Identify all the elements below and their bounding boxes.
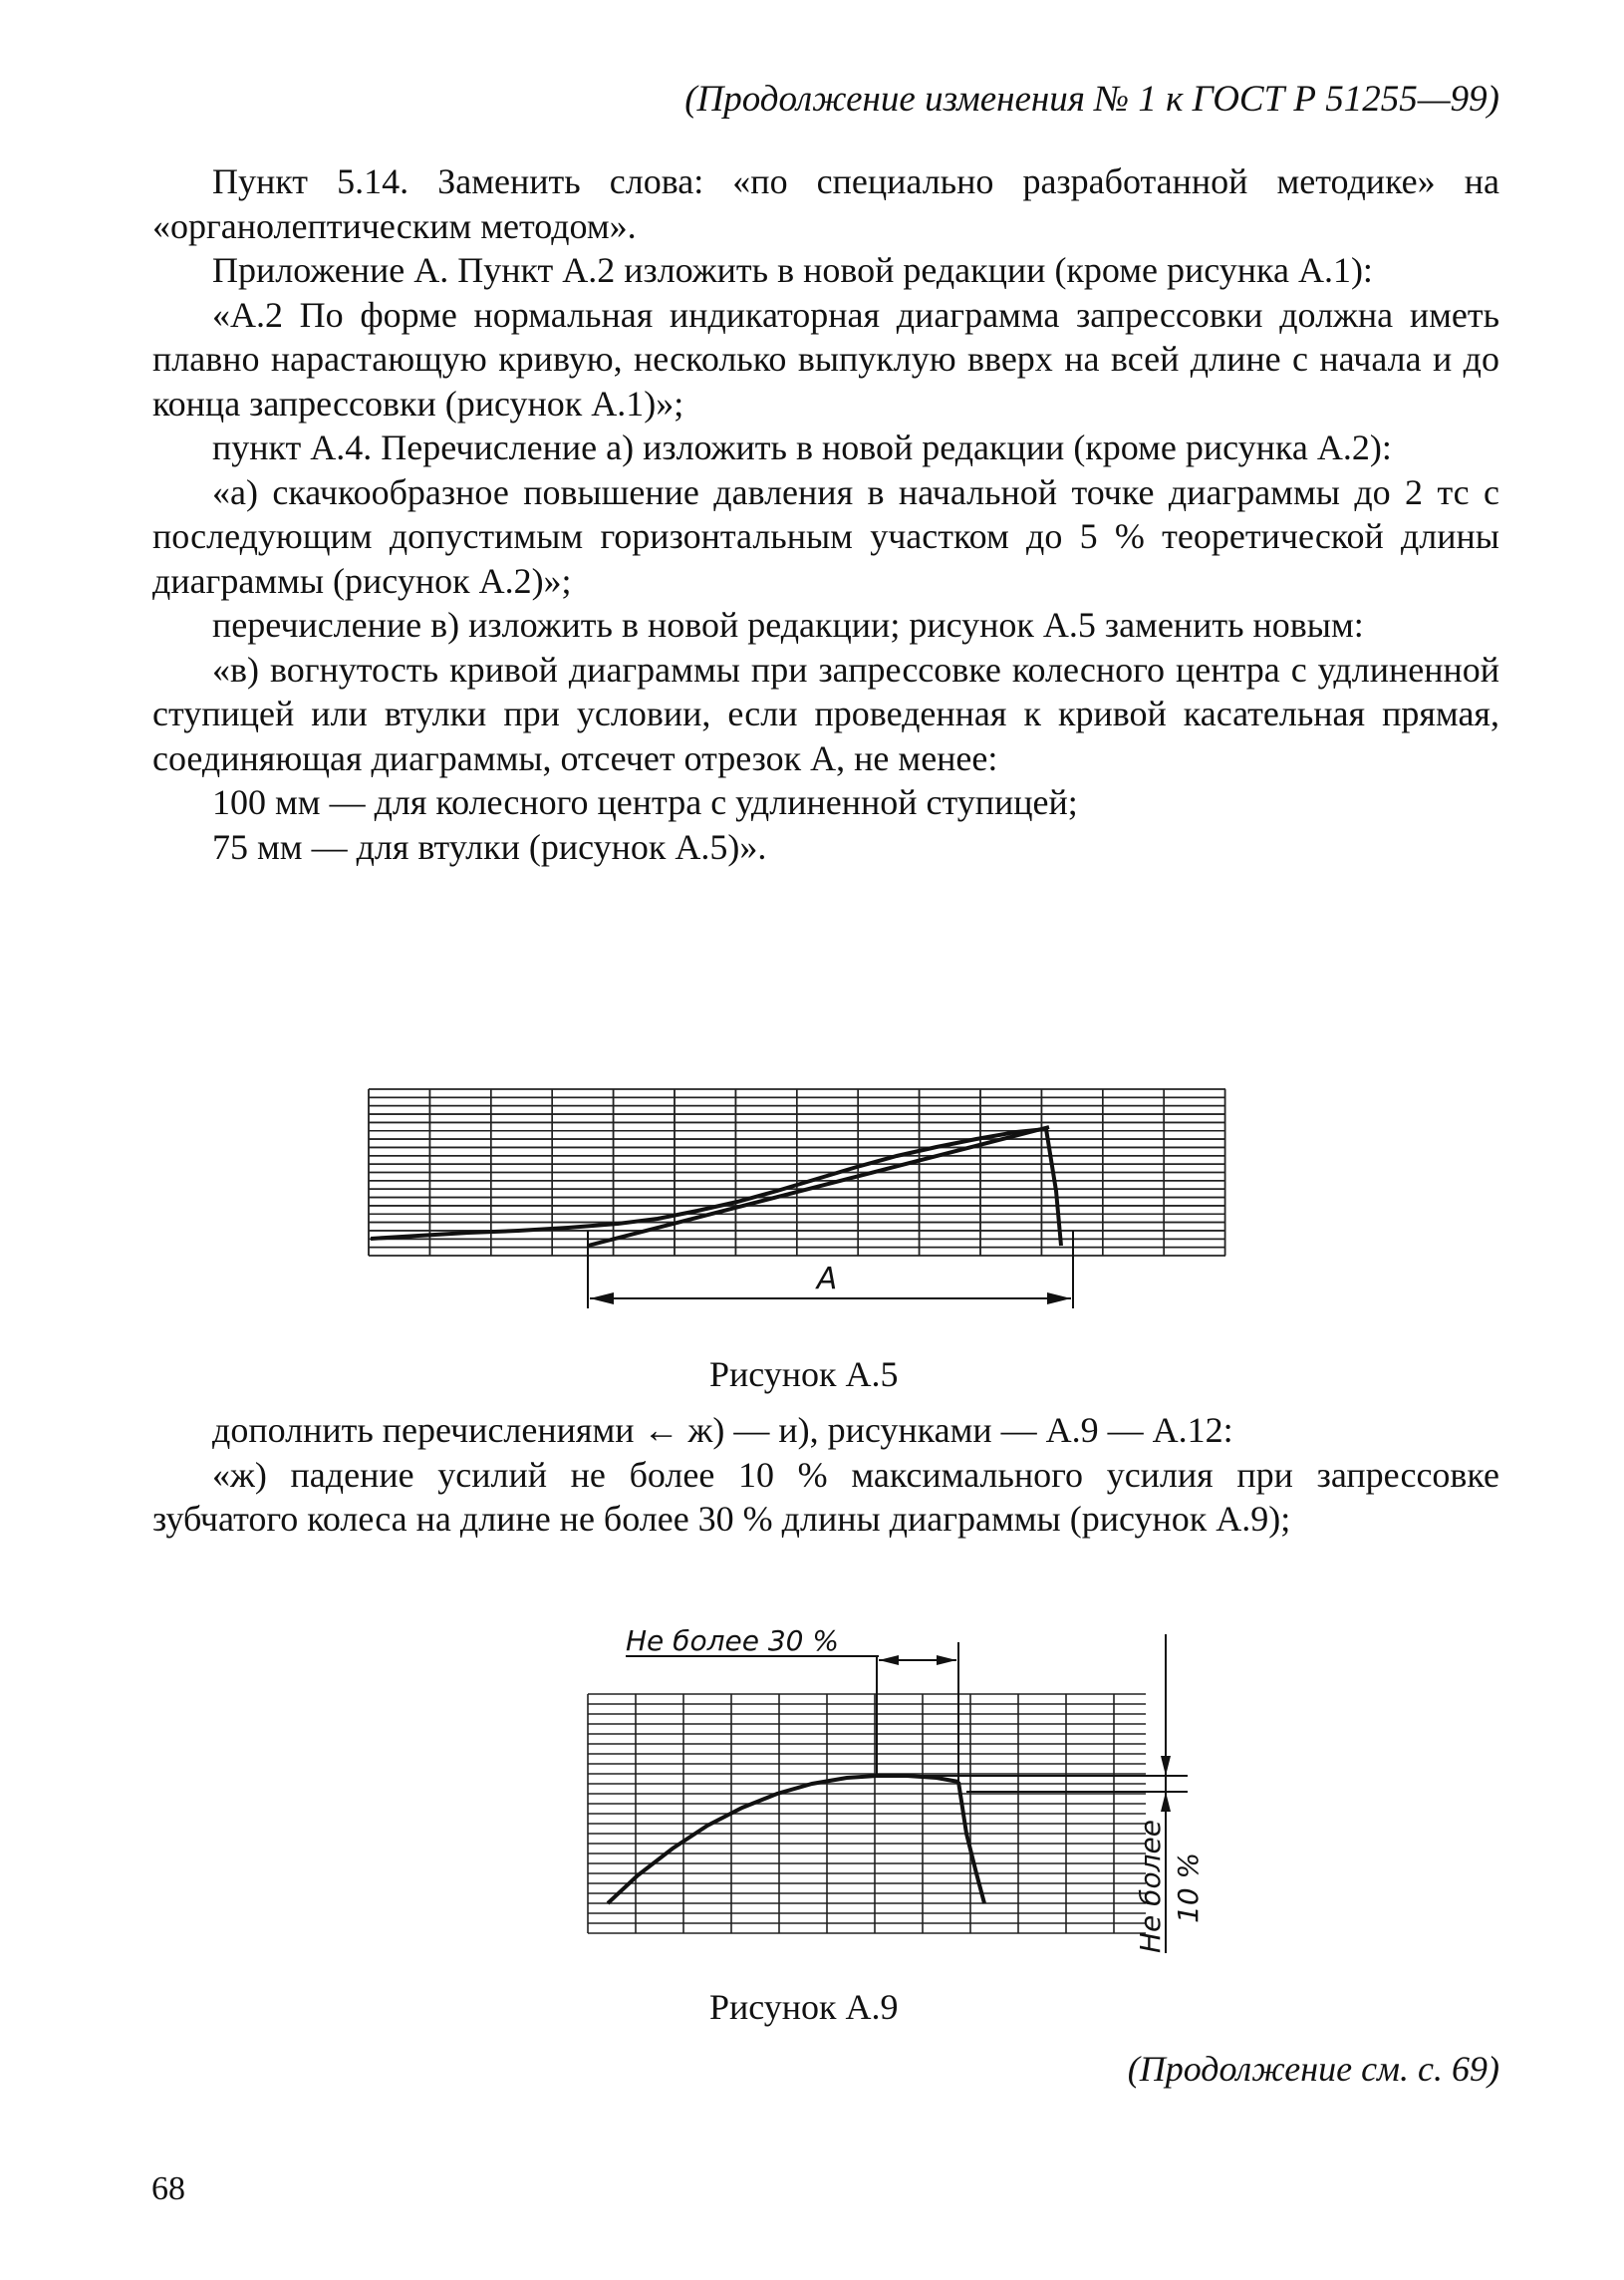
paragraph: «ж) падение усилий не более 10 % максимального усилия при запрессовке зубчатого колеса на длине не более 30 % длины диаграммы (рисунок А.9); <box>152 1454 1499 1539</box>
paragraph: «а) скачкообразное повышение давления в начальной точке диаграммы до 2 тс с последующим допустимым горизонтальным участком до 5 % теоретической длины диаграммы (рисунок А.2)»; <box>152 471 1499 601</box>
a9-curve <box>608 1776 958 1903</box>
figure-a5-caption: Рисунок А.5 <box>709 1354 899 1394</box>
body-text-top <box>152 159 1499 869</box>
a9-side-label-1: Не более <box>1134 1820 1167 1953</box>
a9-arrow-left <box>879 1655 899 1665</box>
figure-a9-diagram <box>578 1624 1216 1983</box>
a9-drop <box>958 1782 984 1903</box>
continuation-note: (Продолжение см. с. 69) <box>1127 2049 1499 2089</box>
paragraph: «А.2 По форме нормальная индикаторная диаграмма запрессовки должна иметь плавно нарастающую кривую, несколько выпуклую вверх на всей длине с начала и до конца запрессовки (рисунок А.1)»; <box>152 294 1499 424</box>
a5-arrow-right <box>1047 1292 1071 1304</box>
a9-side-arrow-top <box>1161 1756 1171 1776</box>
paragraph: перечисление в) изложить в новой редакции; рисунок А.5 заменить новым: <box>212 605 1364 645</box>
paragraph: Приложение А. Пункт А.2 изложить в новой редакции (кроме рисунка А.1): <box>212 250 1373 290</box>
page-number: 68 <box>151 2170 185 2207</box>
a5-dimension-label: А <box>816 1262 838 1296</box>
page-header: (Продолжение изменения № 1 к ГОСТ Р 51255—99) <box>684 79 1499 120</box>
body-text-middle <box>152 1408 1499 1542</box>
a9-side-arrow-bottom <box>1161 1792 1171 1812</box>
a5-arrow-left <box>590 1292 614 1304</box>
paragraph: Пункт 5.14. Заменить слова: «по специально разработанной методике» на «органолептическим методом». <box>152 161 1499 246</box>
paragraph: «в) вогнутость кривой диаграммы при запрессовке колесного центра с удлиненной ступицей или втулки при условии, если проведенная к кривой касательная прямая, соединяющая диаграммы, отсечет отрезок А, не менее: <box>152 649 1499 778</box>
paragraph: 100 мм — для колесного центра с удлиненной ступицей; <box>212 782 1078 822</box>
a9-arrow-right <box>937 1655 956 1665</box>
a9-side-label-2: 10 % <box>1172 1852 1205 1923</box>
a9-top-label: Не более 30 % <box>626 1624 839 1657</box>
figure-a9-caption: Рисунок А.9 <box>709 1987 899 2027</box>
paragraph: 75 мм — для втулки (рисунок А.5)». <box>212 826 767 867</box>
paragraph: пункт А.4. Перечисление а) изложить в новой редакции (кроме рисунка А.2): <box>212 428 1392 467</box>
a5-drop <box>1046 1129 1061 1246</box>
a9-grid <box>588 1694 1146 1933</box>
figure-a5-diagram <box>359 1081 1235 1340</box>
paragraph: дополнить перечислениями ← ж) — и), рисунками — А.9 — А.12: <box>212 1410 1233 1450</box>
